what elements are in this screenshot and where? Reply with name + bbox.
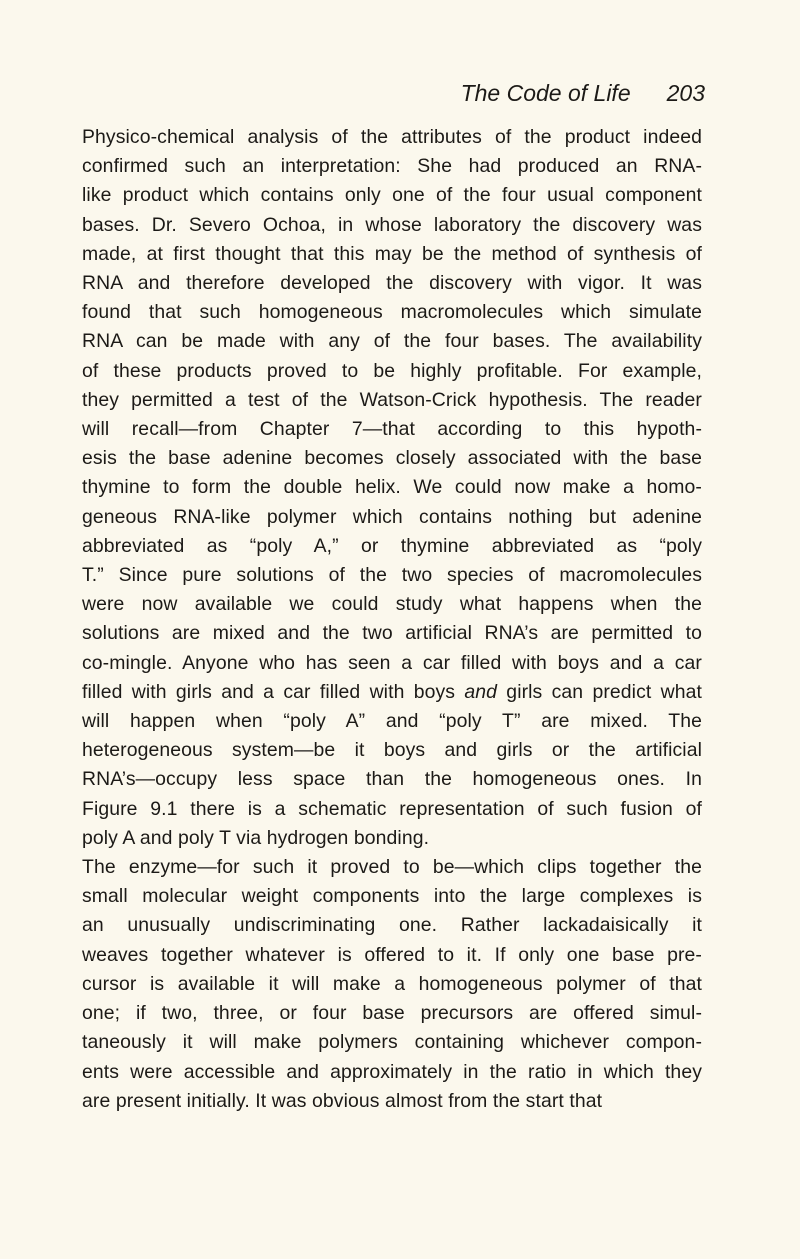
- text-line: [82, 503, 702, 532]
- text-line: [82, 532, 702, 561]
- text-line: [82, 999, 702, 1028]
- text-segment: they permitted a test of the Watson-Crick hypothesis. The reader: [82, 388, 702, 411]
- text-line: [82, 123, 702, 152]
- text-segment: RNA and therefore developed the discovery with vigor. It was: [82, 272, 702, 295]
- text-segment: girls can predict what: [497, 680, 703, 703]
- text-line: [82, 561, 702, 590]
- text-segment: abbreviated as “poly A,” or thymine abbreviated as “poly: [82, 534, 702, 557]
- text-line: [82, 211, 702, 240]
- text-line: [82, 707, 702, 736]
- text-line: [82, 824, 702, 853]
- text-line: [82, 327, 702, 356]
- text-line: [82, 882, 702, 911]
- text-line: [82, 853, 702, 882]
- text-segment: made, at first thought that this may be the method of synthesis of: [82, 242, 702, 265]
- paragraph: [82, 853, 702, 1116]
- text-line: [82, 619, 702, 648]
- text-line: [82, 386, 702, 415]
- text-segment: RNA can be made with any of the four bases. The availability: [82, 330, 702, 353]
- text-line: [82, 240, 702, 269]
- text-segment: heterogeneous system—be it boys and girls or the artificial: [82, 739, 702, 762]
- text-segment: esis the base adenine becomes closely associated with the base: [82, 447, 702, 470]
- text-line: [82, 911, 702, 940]
- text-segment: one; if two, three, or four base precursors are offered simul-: [82, 1002, 702, 1025]
- body-text: [82, 123, 702, 1116]
- text-segment: confirmed such an interpretation: She had produced an RNA-: [82, 155, 702, 178]
- italic-text: and: [464, 680, 498, 703]
- text-segment: solutions are mixed and the two artificial RNA’s are permitted to: [82, 622, 702, 645]
- text-segment: will happen when “poly A” and “poly T” are mixed. The: [82, 710, 702, 733]
- text-line: [82, 269, 702, 298]
- text-segment: bases. Dr. Severo Ochoa, in whose laboratory the discovery was: [82, 213, 702, 236]
- text-segment: ents were accessible and approximately in the ratio in which they: [82, 1060, 702, 1083]
- text-segment: Physico-chemical analysis of the attributes of the product indeed: [82, 126, 702, 148]
- text-line: [82, 1028, 702, 1057]
- text-line: [82, 765, 702, 794]
- text-line: [82, 649, 702, 678]
- text-segment: weaves together whatever is offered to it. If only one base pre-: [82, 943, 702, 966]
- text-line: [82, 941, 702, 970]
- text-segment: thymine to form the double helix. We could now make a homo-: [82, 476, 702, 499]
- text-line: [82, 444, 702, 473]
- text-line: [82, 970, 702, 999]
- text-segment: filled with girls and a car filled with boys: [82, 680, 465, 703]
- text-line: [82, 736, 702, 765]
- text-segment: are present initially. It was obvious almost from the start that: [82, 1089, 603, 1112]
- text-segment: were now available we could study what happens when the: [82, 593, 702, 616]
- text-segment: of these products proved to be highly profitable. For example,: [82, 359, 702, 382]
- text-line: [82, 152, 702, 181]
- running-head: [0, 78, 705, 108]
- text-segment: The enzyme—for such it proved to be—which clips together the: [82, 856, 702, 879]
- text-line: [82, 415, 702, 444]
- page-number: 203: [666, 80, 705, 106]
- text-line: [82, 357, 702, 386]
- text-segment: RNA’s—occupy less space than the homogeneous ones. In: [82, 768, 702, 791]
- paragraph: [82, 123, 702, 853]
- text-line: [82, 473, 702, 502]
- text-segment: found that such homogeneous macromolecules which simulate: [82, 301, 702, 324]
- text-segment: Figure 9.1 there is a schematic representation of such fusion of: [82, 797, 702, 820]
- text-segment: like product which contains only one of the four usual component: [82, 184, 702, 207]
- text-segment: geneous RNA-like polymer which contains nothing but adenine: [82, 505, 702, 528]
- text-segment: cursor is available it will make a homogeneous polymer of that: [82, 972, 702, 995]
- text-segment: will recall—from Chapter 7—that according to this hypoth-: [82, 418, 702, 441]
- text-segment: T.” Since pure solutions of the two species of macromolecules: [82, 564, 702, 587]
- text-segment: small molecular weight components into the large complexes is: [82, 885, 702, 908]
- text-line: [82, 590, 702, 619]
- text-line: [82, 1058, 702, 1087]
- text-line: [82, 795, 702, 824]
- text-line: [82, 181, 702, 210]
- text-line: [82, 678, 702, 707]
- text-line: [82, 298, 702, 327]
- text-segment: poly A and poly T via hydrogen bonding.: [82, 826, 430, 849]
- text-segment: an unusually undiscriminating one. Rather lackadaisically it: [82, 914, 702, 937]
- running-head-title: The Code of Life: [460, 80, 631, 106]
- text-segment: taneously it will make polymers containing whichever compon-: [82, 1031, 702, 1054]
- text-segment: co-mingle. Anyone who has seen a car filled with boys and a car: [82, 651, 702, 674]
- text-line: [82, 1087, 702, 1116]
